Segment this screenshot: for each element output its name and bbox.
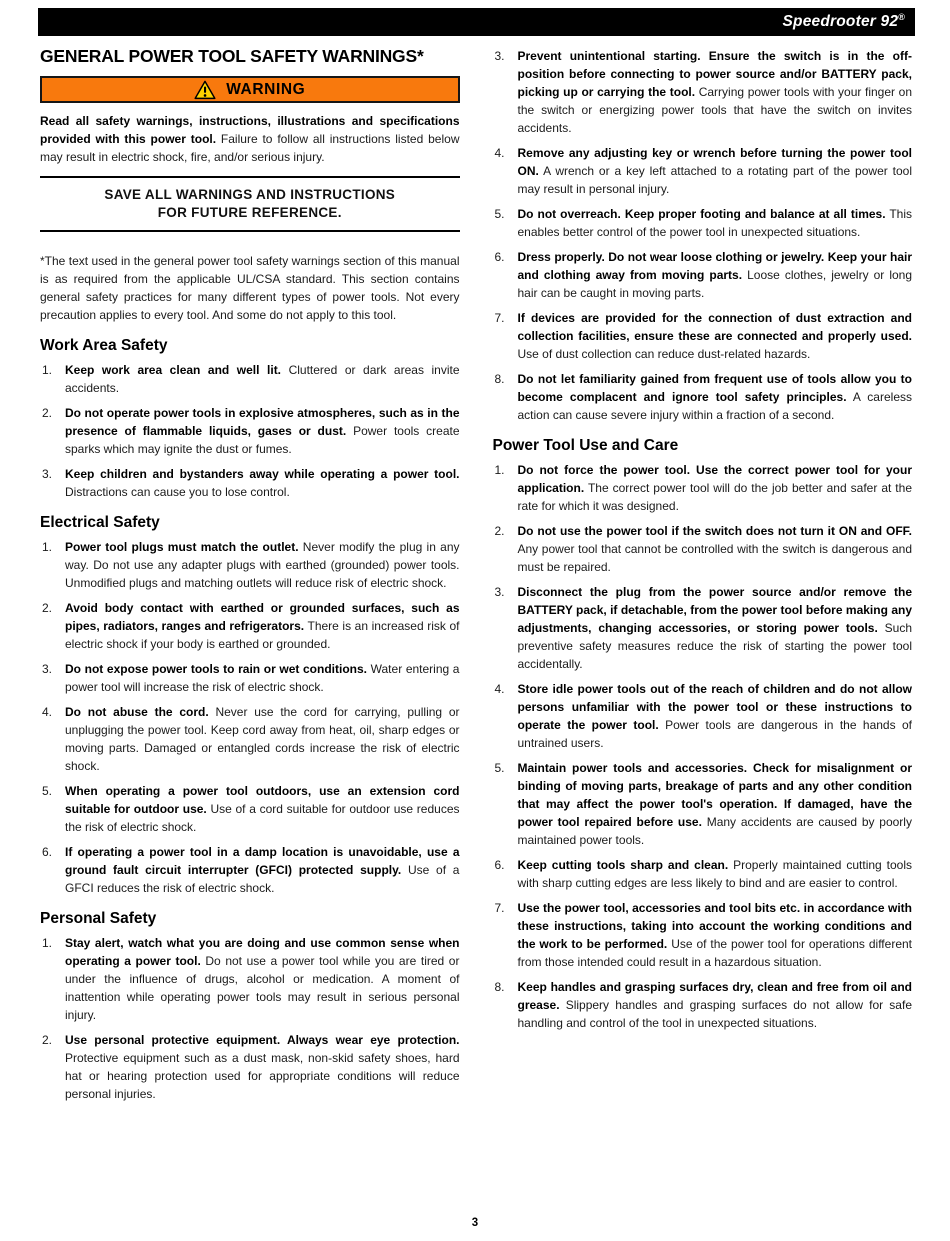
item-number: 1.	[42, 540, 53, 555]
item-body-text: Use of dust collection can reduce dust-related hazards.	[517, 347, 811, 361]
item-number: 5.	[494, 761, 505, 775]
list-item	[40, 1031, 460, 1103]
list-item	[493, 309, 913, 363]
list-item	[493, 899, 913, 971]
item-bold-text: Do not overreach. Keep proper footing and balance at all times.	[517, 207, 886, 221]
list-item	[493, 461, 913, 515]
item-bold-text: Keep work area clean and well lit.	[65, 363, 282, 378]
item-body-text: Protective equipment such as a dust mask, non-skid safety shoes, hard hat or hearing protection used for appropriate conditions will reduce personal injuries.	[65, 1051, 460, 1102]
list-item	[493, 759, 913, 849]
item-body-text: This enables better control of the power tool in unexpected situations.	[517, 207, 912, 239]
list-item	[493, 205, 913, 241]
personal-safety-list-left	[40, 934, 460, 1103]
item-body-text: Do not use a power tool while you are tired or under the influence of drugs, alcohol or medication. A moment of inattention while operating power tools may result in serious personal injury.	[65, 954, 460, 1023]
item-number: 6.	[494, 250, 505, 264]
list-item	[493, 47, 913, 137]
list-item	[40, 599, 460, 653]
item-bold-text: Prevent unintentional starting. Ensure the switch is in the off-position before connecting to power source and/or BATTERY pack, picking up or carrying the tool.	[517, 49, 912, 99]
item-number: 2.	[42, 601, 53, 616]
item-bold-text: Remove any adjusting key or wrench before turning the power tool ON.	[517, 146, 912, 178]
item-number: 3.	[494, 585, 505, 599]
item-body-text: Any power tool that cannot be controlled with the switch is dangerous and must be repaired.	[517, 542, 912, 574]
item-number: 1.	[42, 936, 53, 951]
save-notice-line1: SAVE ALL WARNINGS AND INSTRUCTIONS	[104, 187, 396, 202]
item-body-text: A careless action can cause severe injury within a fraction of a second.	[517, 390, 912, 422]
item-number: 3.	[42, 467, 53, 482]
item-body-text: Power tools are dangerous in the hands of untrained users.	[517, 718, 912, 750]
intro-body-text: Failure to follow all instructions listed below may result in electric shock, fire, and/or serious injury.	[40, 132, 460, 164]
list-item	[493, 370, 913, 424]
item-number: 6.	[42, 845, 53, 860]
list-item	[493, 583, 913, 673]
save-notice-line2: FOR FUTURE REFERENCE.	[157, 204, 342, 220]
item-body-text: Never modify the plug in any way. Do not use any adapter plugs with earthed (grounded) power tools. Unmodified plugs and matching outlets will reduce risk of electric shock.	[65, 540, 460, 591]
item-number: 8.	[494, 980, 505, 994]
item-number: 6.	[494, 858, 505, 872]
item-number: 5.	[42, 784, 53, 799]
item-bold-text: Do not expose power tools to rain or wet conditions.	[65, 662, 367, 677]
item-body-text: Use of a cord suitable for outdoor use reduces the risk of electric shock.	[65, 802, 460, 835]
item-body-text: Properly maintained cutting tools with sharp cutting edges are less likely to bind and are easier to control.	[517, 858, 912, 890]
item-number: 5.	[494, 207, 505, 221]
footnote-paragraph: *The text used in the general power tool safety warnings section of this manual is as required from the applicable UL/CSA standard. This section contains general safety practices for many different types of power tools. Not every precaution applies to every tool. And some do not apply to this tool.	[40, 254, 460, 323]
use-and-care-list	[493, 461, 913, 1032]
item-body-text: Loose clothes, jewelry or long hair can be caught in moving parts.	[517, 268, 913, 300]
page-title: GENERAL POWER TOOL SAFETY WARNINGS*	[40, 46, 424, 66]
item-bold-text: Use the power tool, accessories and tool bits etc. in accordance with these instructions, taking into account the working conditions and the work to be performed.	[517, 901, 912, 951]
item-bold-text: Power tool plugs must match the outlet.	[65, 540, 299, 555]
item-number: 2.	[494, 524, 505, 538]
list-item	[40, 703, 460, 775]
item-body-text: Carrying power tools with your finger on the switch or energizing power tools that have the switch on invites accidents.	[517, 85, 913, 135]
list-item	[40, 361, 460, 397]
registered-trademark-symbol: ®	[898, 12, 905, 23]
two-column-body	[40, 44, 912, 1110]
item-number: 2.	[42, 1033, 53, 1048]
section-heading-personal: Personal Safety	[40, 910, 157, 928]
list-item	[40, 465, 460, 501]
section-heading-use-care: Power Tool Use and Care	[492, 437, 679, 454]
item-body-text: Water entering a power tool will increase the risk of electric shock.	[65, 662, 460, 695]
item-bold-text: When operating a power tool outdoors, use an extension cord suitable for outdoor use.	[65, 784, 460, 817]
item-body-text: The correct power tool will do the job better and safer at the rate for which it was designed.	[517, 481, 912, 513]
item-bold-text: Stay alert, watch what you are doing and use common sense when operating a power tool.	[65, 936, 460, 969]
item-bold-text: Keep cutting tools sharp and clean.	[517, 858, 729, 872]
item-body-text: Power tools create sparks which may ignite the dust or fumes.	[65, 424, 460, 457]
list-item	[493, 978, 913, 1032]
list-item	[493, 680, 913, 752]
list-item	[40, 843, 460, 897]
item-body-text: There is an increased risk of electric shock if your body is earthed or grounded.	[65, 619, 460, 652]
item-number: 7.	[494, 311, 505, 325]
item-bold-text: Dress properly. Do not wear loose clothing or jewelry. Keep your hair and clothing away from moving parts.	[517, 250, 912, 282]
item-bold-text: Do not use the power tool if the switch does not turn it ON and OFF.	[517, 524, 912, 538]
item-bold-text: Maintain power tools and accessories. Check for misalignment or binding of moving parts, breakage of parts and any other condition that may affect the power tool's operation. If damaged, have the power tool repaired before use.	[517, 761, 912, 829]
item-number: 4.	[42, 705, 53, 720]
item-body-text: Slippery handles and grasping surfaces do not allow for safe handling and control of the tool in unexpected situations.	[517, 998, 912, 1030]
list-item	[493, 144, 913, 198]
item-bold-text: If operating a power tool in a damp location is unavoidable, use a ground fault circuit interrupter (GFCI) protected supply.	[65, 845, 460, 878]
item-bold-text: Avoid body contact with earthed or grounded surfaces, such as pipes, radiators, ranges and refrigerators.	[65, 601, 460, 634]
item-bold-text: Do not abuse the cord.	[65, 705, 209, 720]
item-number: 7.	[494, 901, 505, 915]
item-bold-text: Do not operate power tools in explosive atmospheres, such as in the presence of flammable liquids, gases or dust.	[65, 406, 460, 439]
item-number: 8.	[494, 372, 505, 386]
brand-title	[783, 12, 906, 31]
page-number: 3	[471, 1217, 479, 1229]
save-instructions-notice	[40, 176, 460, 232]
item-bold-text: Use personal protective equipment. Always wear eye protection.	[65, 1033, 460, 1048]
section-heading-work-area: Work Area Safety	[40, 337, 168, 355]
list-item	[493, 856, 913, 892]
right-column	[493, 44, 913, 1110]
section-heading-electrical: Electrical Safety	[40, 514, 160, 532]
list-item	[493, 248, 913, 302]
item-body-text: A wrench or a key left attached to a rotating part of the power tool may result in personal injury.	[517, 164, 912, 196]
list-item	[40, 404, 460, 458]
item-bold-text: Keep children and bystanders away while operating a power tool.	[65, 467, 460, 482]
item-body-text: Many accidents are caused by poorly maintained power tools.	[517, 815, 912, 847]
list-item	[40, 538, 460, 592]
item-bold-text: Keep handles and grasping surfaces dry, clean and free from oil and grease.	[517, 980, 912, 1012]
item-bold-text: If devices are provided for the connection of dust extraction and collection facilities, ensure these are connected and properly used.	[517, 311, 912, 343]
item-body-text: Use of the power tool for operations different from those intended could result in a hazardous situation.	[517, 937, 912, 969]
warning-triangle-icon	[194, 80, 216, 100]
item-number: 1.	[494, 463, 505, 477]
warning-label: WARNING	[226, 80, 306, 98]
item-number: 4.	[494, 682, 505, 696]
item-bold-text: Do not let familiarity gained from frequent use of tools allow you to become complacent and ignore tool safety principles.	[517, 372, 912, 404]
item-body-text: Never use the cord for carrying, pulling or unplugging the power tool. Keep cord away from heat, oil, sharp edges or moving parts. Damaged or entangled cords increase the risk of electric shock.	[65, 705, 460, 774]
left-column	[40, 44, 460, 1110]
item-body-text: Use of a GFCI reduces the risk of electric shock.	[65, 863, 460, 896]
item-bold-text: Store idle power tools out of the reach of children and do not allow persons unfamiliar with the power tool or these instructions to operate the power tool.	[517, 682, 912, 732]
header-bar	[38, 8, 915, 36]
item-number: 4.	[494, 146, 505, 160]
item-number: 3.	[42, 662, 53, 677]
item-body-text: Such preventive safety measures reduce the risk of starting the power tool accidentally.	[517, 621, 912, 671]
item-body-text: Distractions can cause you to lose control.	[65, 485, 290, 500]
item-bold-text: Do not force the power tool. Use the correct power tool for your application.	[517, 463, 912, 495]
intro-bold-text: Read all safety warnings, instructions, illustrations and specifications provided with this power tool.	[40, 114, 460, 146]
list-item	[493, 522, 913, 576]
item-number: 2.	[42, 406, 53, 421]
personal-safety-list-right	[493, 47, 913, 424]
intro-paragraph	[40, 112, 460, 166]
item-number: 3.	[494, 49, 505, 63]
list-item	[40, 934, 460, 1024]
item-body-text: Cluttered or dark areas invite accidents.	[65, 363, 460, 396]
item-bold-text: Disconnect the plug from the power source and/or remove the BATTERY pack, if detachable, from the power tool before making any adjustments, changing accessories, or storing power tools.	[517, 585, 912, 635]
item-number: 1.	[42, 363, 53, 378]
list-item	[40, 782, 460, 836]
brand-name: Speedrooter 92	[782, 13, 899, 31]
electrical-safety-list	[40, 538, 460, 897]
work-area-list	[40, 361, 460, 501]
warning-banner	[40, 76, 460, 103]
list-item	[40, 660, 460, 696]
